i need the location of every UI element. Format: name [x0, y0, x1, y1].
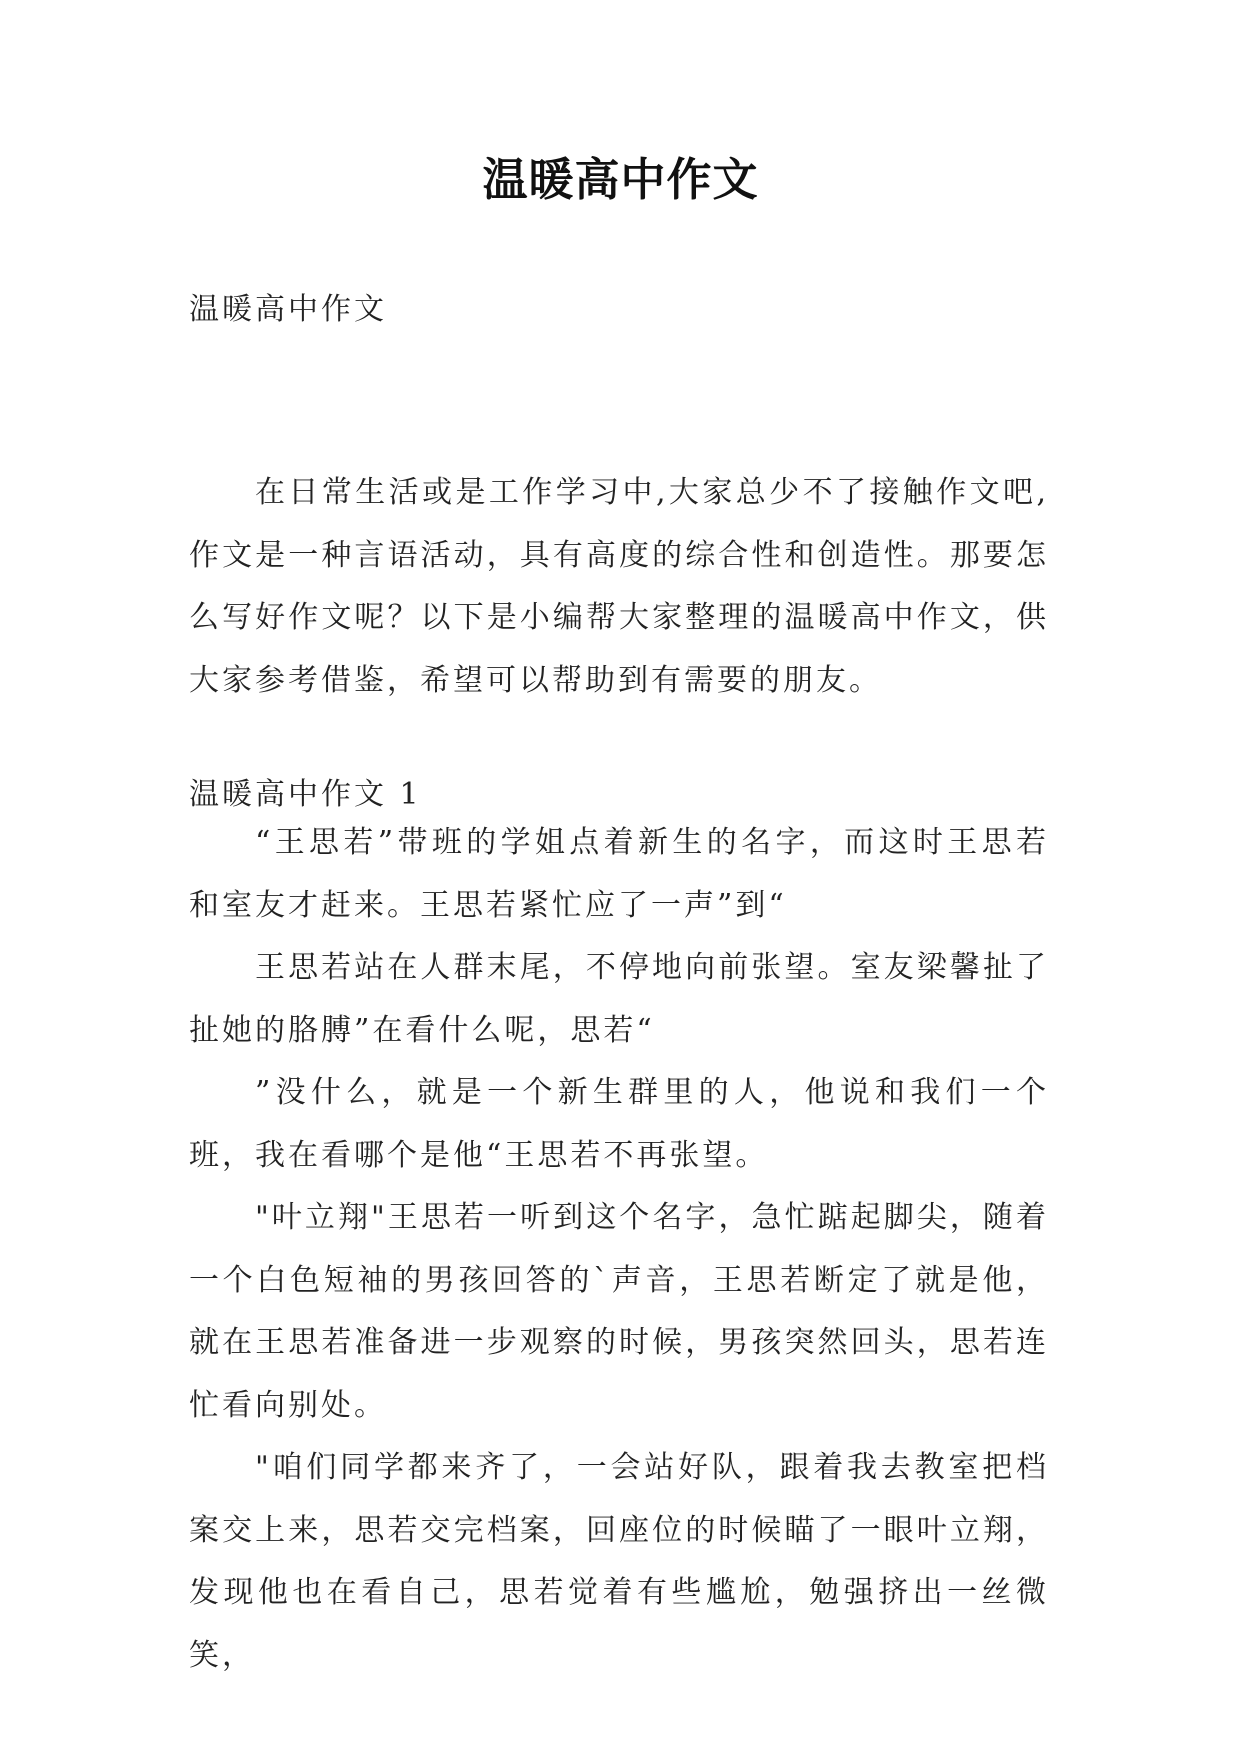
- section-heading: 温暖高中作文 1: [189, 777, 422, 812]
- essay-body: [189, 812, 1049, 1687]
- essay-paragraph: 王思若站在人群末尾，不停地向前张望。室友梁馨扯了扯她的胳膊”在看什么呢，思若“: [189, 950, 1049, 1048]
- document-subtitle: 温暖高中作文: [189, 292, 387, 327]
- intro-paragraph: 在日常生活或是工作学习中,大家总少不了接触作文吧,作文是一种言语活动，具有高度的综合性和创造性。那要怎么写好作文呢？以下是小编帮大家整理的温暖高中作文，供大家参考借鉴，希望可以帮助到有需要的朋友。: [189, 475, 1049, 698]
- document-title: 温暖高中作文: [482, 153, 759, 206]
- essay-paragraph: “王思若”带班的学姐点着新生的名字，而这时王思若和室友才赶来。王思若紧忙应了一声”到“: [189, 825, 1049, 923]
- essay-paragraph: ”没什么，就是一个新生群里的人，他说和我们一个班，我在看哪个是他“王思若不再张望。: [189, 1075, 1049, 1173]
- essay-paragraph: "叶立翔"王思若一听到这个名字，急忙踮起脚尖，随着一个白色短袖的男孩回答的`声音，王思若断定了就是他，就在王思若准备进一步观察的时候，男孩突然回头，思若连忙看向别处。: [189, 1200, 1049, 1423]
- essay-paragraph: "咱们同学都来齐了，一会站好队，跟着我去教室把档案交上来，思若交完档案，回座位的时候瞄了一眼叶立翔，发现他也在看自己，思若觉着有些尴尬，勉强挤出一丝微笑，: [189, 1450, 1049, 1673]
